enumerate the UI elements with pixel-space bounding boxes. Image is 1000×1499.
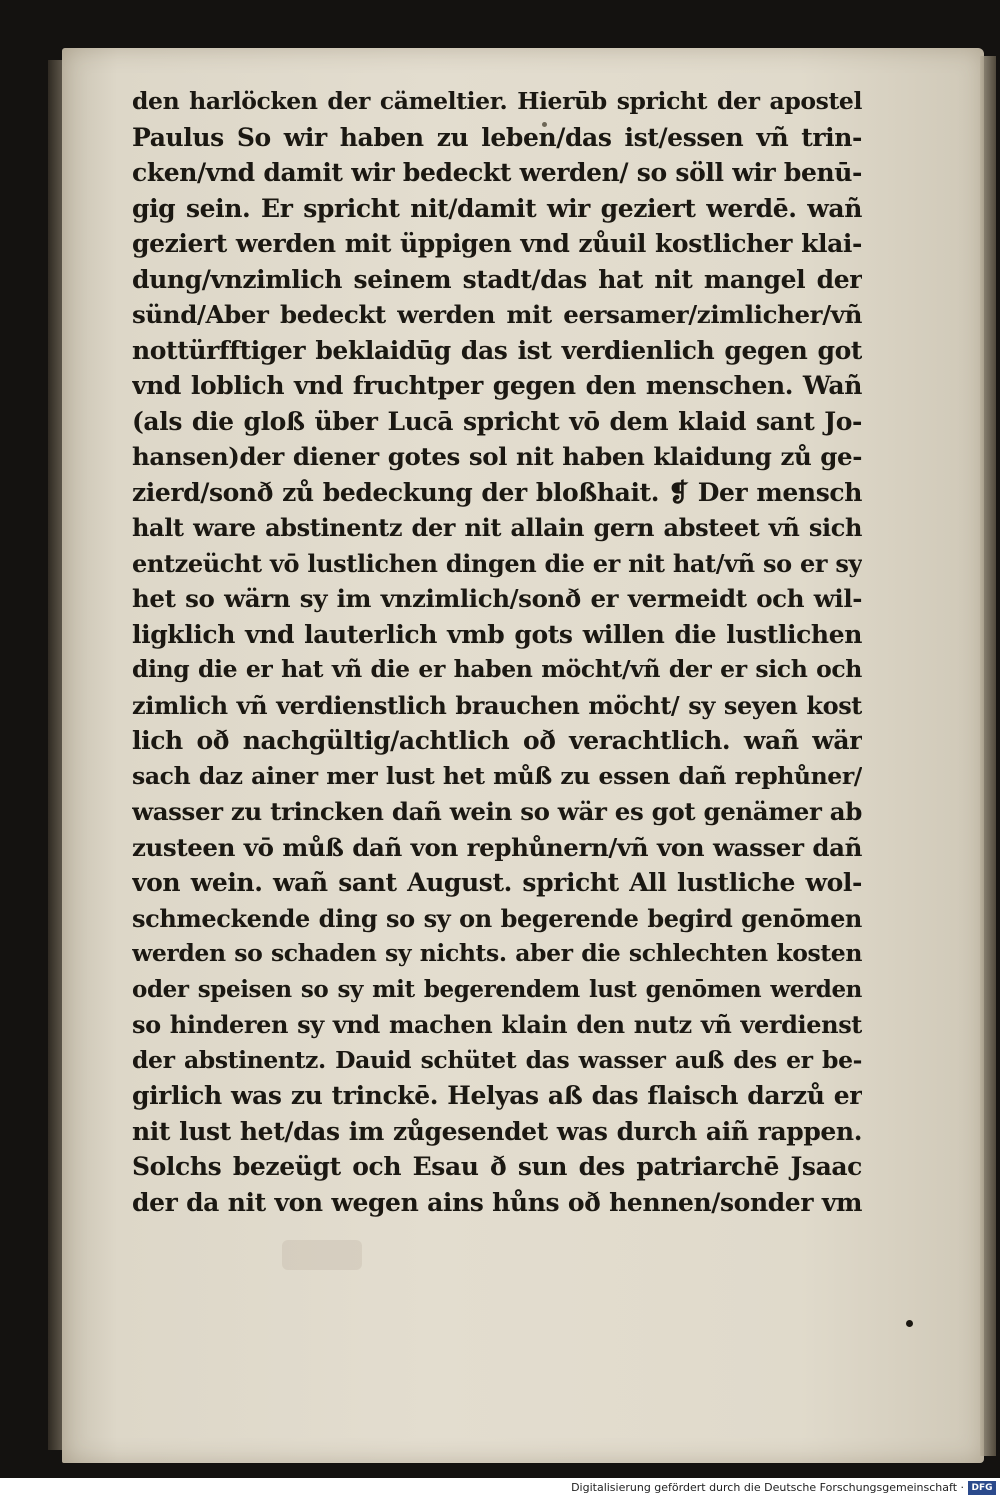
text-line: werden so schaden sy nichts. aber die schlechten kosten bbox=[132, 939, 862, 967]
text-line: wasser zu trincken dañ wein so wär es got genämer ab bbox=[132, 797, 862, 826]
text-line: ligklich vnd lauterlich vmb gots willen die lustlichen bbox=[132, 619, 862, 649]
text-line: entzeücht vō lustlichen dingen die er nit hat/vñ so er sy bbox=[132, 548, 862, 578]
text-line: lich oð nachgültig/achtlich oð verachtlich. wañ wär bbox=[132, 726, 862, 755]
text-line: nottürfftiger beklaidūg das ist verdienlich gegen got bbox=[132, 335, 862, 365]
dfg-logo-icon: DFG bbox=[968, 1481, 996, 1495]
text-line: zusteen vō můß dañ von rephůnern/vñ von wasser dañ bbox=[132, 832, 862, 862]
text-line: den harlöcken der cämeltier. Hierūb spricht der apostel bbox=[132, 87, 862, 115]
text-line: nit lust het/das im zůgesendet was durch aiñ rappen. bbox=[132, 1116, 862, 1146]
text-line: Paulus So wir haben zu leben/das ist/essen vñ trin- bbox=[132, 122, 862, 152]
text-line: dung/vnzimlich seinem stadt/das hat nit mangel der bbox=[132, 264, 862, 294]
text-line: ding die er hat vñ die er haben möcht/vñ der er sich och bbox=[132, 655, 862, 683]
text-line: cken/vnd damit wir bedeckt werden/ so söll wir benū- bbox=[132, 158, 862, 187]
text-line: sünd/Aber bedeckt werden mit eersamer/zimlicher/vñ bbox=[132, 300, 862, 329]
text-line: der da nit von wegen ains hůns oð hennen/sonder vm bbox=[132, 1187, 862, 1217]
text-line: von wein. wañ sant August. spricht All lustliche wol- bbox=[132, 868, 862, 897]
text-line: gig sein. Er spricht nit/damit wir geziert werdē. wañ bbox=[132, 193, 862, 223]
text-line: hansen)der diener gotes sol nit haben klaidung zů ge- bbox=[132, 442, 862, 471]
text-line: vnd loblich vnd fruchtper gegen den menschen. Wañ bbox=[132, 371, 862, 400]
page-dot-bottom bbox=[906, 1320, 913, 1327]
text-line: halt ware abstinentz der nit allain gern absteet vñ sich bbox=[132, 513, 862, 542]
text-line: so hinderen sy vnd machen klain den nutz vñ verdienst bbox=[132, 1010, 862, 1039]
text-line: oder speisen so sy mit begerendem lust genōmen werden bbox=[132, 975, 862, 1003]
text-line: der abstinentz. Dauid schütet das wasser auß des er be- bbox=[132, 1045, 862, 1074]
text-line: zimlich vñ verdienstlich brauchen möcht/ sy seyen kost bbox=[132, 690, 862, 720]
funding-notice: Digitalisierung gefördert durch die Deutsche Forschungsgemeinschaft · bbox=[571, 1481, 964, 1494]
text-line: (als die gloß über Lucā spricht vō dem klaid sant Jo- bbox=[132, 406, 862, 436]
footer-bar bbox=[0, 1478, 1000, 1499]
text-line: zierd/sonð zů bedeckung der bloßhait. ❡ Der mensch bbox=[132, 477, 862, 507]
text-line: sach daz ainer mer lust het můß zu essen dañ rephůner/ bbox=[132, 761, 862, 790]
text-line: girlich was zu trinckē. Helyas aß das flaisch darzů er bbox=[132, 1081, 862, 1110]
text-line: schmeckende ding so sy on begerende begird genōmen bbox=[132, 903, 862, 933]
printed-text-block bbox=[132, 84, 862, 1220]
page-right-edge bbox=[980, 56, 996, 1456]
text-line: het so wärn sy im vnzimlich/sonð er vermeidt och wil- bbox=[132, 584, 862, 613]
text-line: Solchs bezeügt och Esau ð sun des patriarchē Jsaac bbox=[132, 1152, 862, 1181]
faded-stamp-mark bbox=[282, 1240, 362, 1270]
text-line: geziert werden mit üppigen vnd zůuil kostlicher klai- bbox=[132, 229, 862, 258]
